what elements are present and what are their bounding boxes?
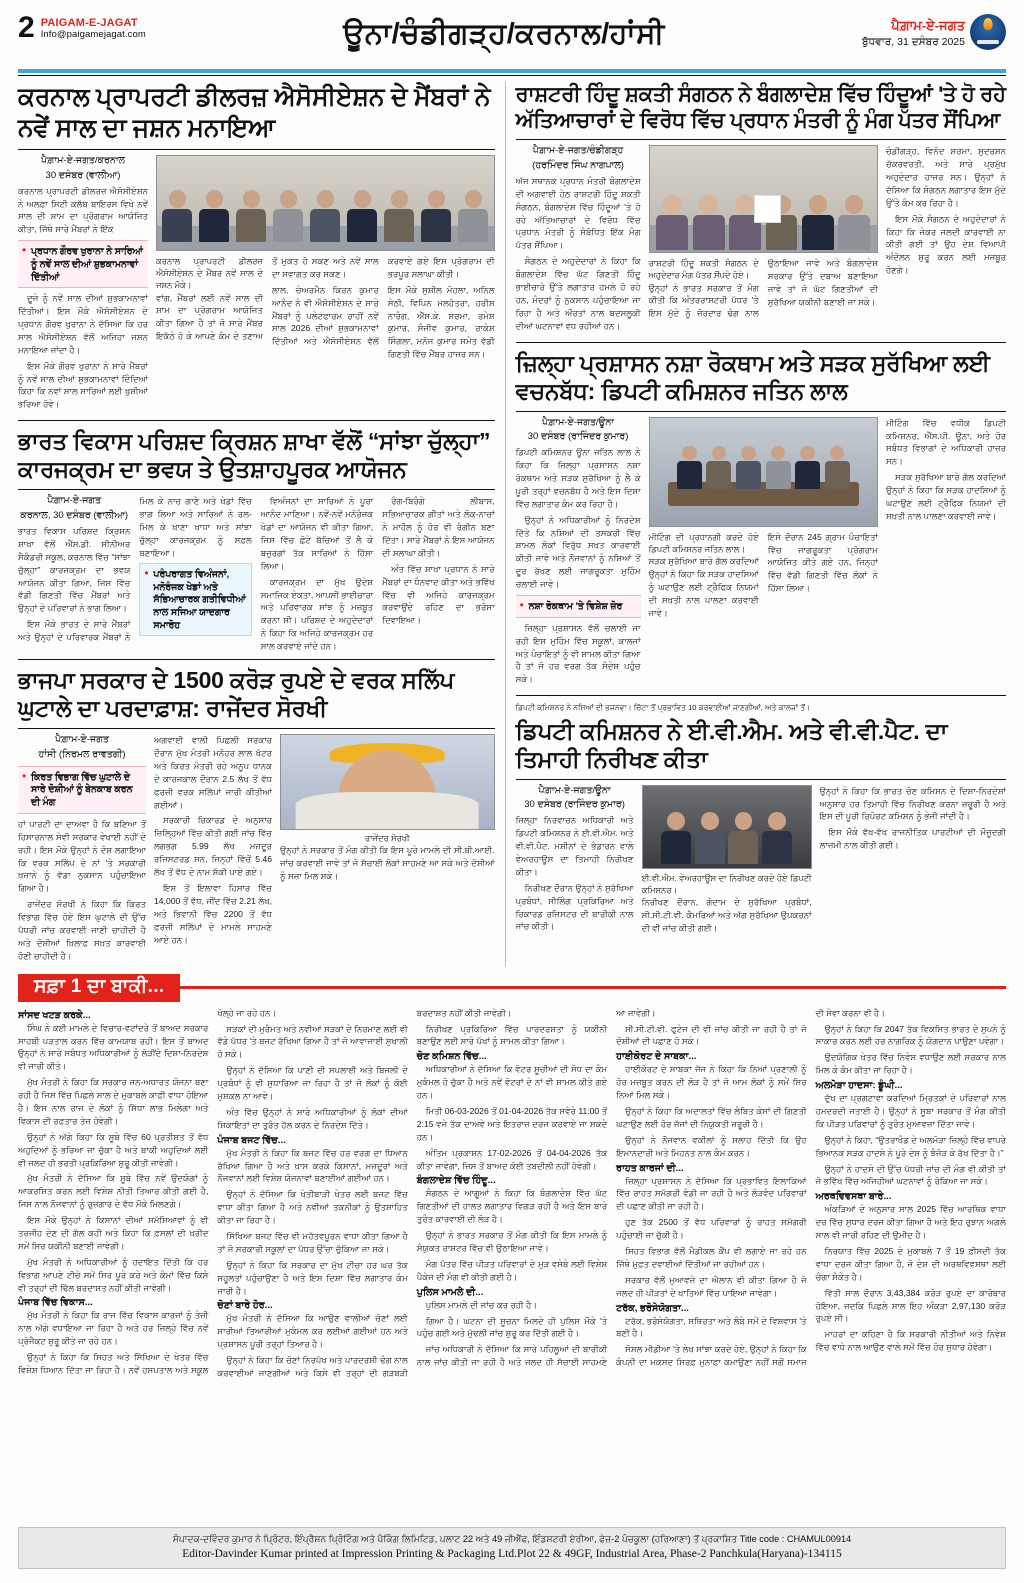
article-karnal-property xyxy=(18,82,495,414)
photo-caption: ਈ.ਵੀ.ਐਮ. ਵੇਅਰਹਾਊਸ ਦਾ ਨਿਰੀਖਣ ਕਰਦੇ ਹੋਏ ਡਿਪਟੀ ਕਮਿਸ਼ਨਰ। xyxy=(641,872,812,895)
headline-rule xyxy=(18,728,495,729)
article-photo xyxy=(642,785,812,869)
headline[interactable]: ਡਿਪਟੀ ਕਮਿਸ਼ਨਰ ਨੇ ਈ.ਵੀ.ਐਮ. ਅਤੇ ਵੀ.ਵੀ.ਪੈਟ. ਦਾ ਤਿਮਾਹੀ ਨਿਰੀਖਣ ਕੀਤਾ xyxy=(515,717,948,772)
paragraph: ਜ਼ਿਲ੍ਹਾ ਨਿਰਵਾਚਨ ਅਧਿਕਾਰੀ ਅਤੇ ਡਿਪਟੀ ਕਮਿਸ਼ਨਰ ਨੇ ਈ.ਵੀ.ਐਮ. ਅਤੇ ਵੀ.ਵੀ.ਪੈਟ. ਮਸ਼ੀਨਾਂ ਦੇ ਭੰਡਾਰਨ ਵਾਲੇ ਵੇਅਰਹਾਊਸ ਦਾ ਤਿਮਾਹੀ ਨਿਰੀਖਣ ਕੀਤਾ। xyxy=(515,815,634,877)
headline-rule xyxy=(516,779,1006,780)
paragraph: ਉਨ੍ਹਾਂ ਨੇ ਨੌਜਵਾਨ ਵਕੀਲਾਂ ਨੂੰ ਸਲਾਹ ਦਿੱਤੀ ਕਿ ਉਹ ਇਮਾਨਦਾਰੀ ਅਤੇ ਮਿਹਨਤ ਨਾਲ ਕੰਮ ਕਰਨ। xyxy=(616,1134,807,1158)
masthead-right xyxy=(862,14,1006,50)
byline-line1: ਪੈਗ਼ਾਮ-ਏ-ਜਗਤ/ਚੰਡੀਗੜ੍ਹ xyxy=(532,145,624,157)
paragraph: ਉਨ੍ਹਾਂ ਨੇ ਕਿਹਾ ਕਿ ਅਦਾਲਤਾਂ ਵਿੱਚ ਲੰਬਿਤ ਕੇਸਾਂ ਦੀ ਗਿਣਤੀ ਘਟਾਉਣ ਲਈ ਹੋਰ ਜੱਜਾਂ ਦੀ ਨਿਯੁਕਤੀ ਜ਼ਰੂਰੀ ਹੈ। xyxy=(616,1105,807,1129)
paragraph: ਉਨ੍ਹਾਂ ਨੇ ਭਾਰਤ ਸਰਕਾਰ ਤੋਂ ਮੰਗ ਕੀਤੀ ਕਿ ਅੰਤਰਰਾਸ਼ਟਰੀ ਪੱਧਰ 'ਤੇ ਇਸ ਮੁੱਦੇ ਨੂੰ ਜ਼ੋਰਦਾਰ ਢੰਗ ਨਾਲ ਉਠਾਇਆ ਜਾਵੇ ਅਤੇ ਬੰਗਲਾਦੇਸ਼ ਸਰਕਾਰ ਉੱਤੇ ਦਬਾਅ ਬਣਾਇਆ ਜਾਵੇ ਤਾਂ ਜੋ ਘੱਟ ਗਿਣਤੀਆਂ ਦੀ ਸੁਰੱਖਿਆ ਯਕੀਨੀ ਬਣਾਈ ਜਾ ਸਕੇ। xyxy=(648,258,878,319)
paragraph: ਰਾਜੇਂਦਰ ਸੋਰਖੀ ਨੇ ਕਿਹਾ ਕਿ ਕਿਰਤ ਵਿਭਾਗ ਵਿੱਚ ਹੋਏ ਇਸ ਘੁਟਾਲੇ ਦੀ ਉੱਚ ਪੱਧਰੀ ਜਾਂਚ ਕਰਵਾਈ ਜਾਣੀ ਚਾਹੀਦੀ ਹੈ ਅਤੇ ਦੋਸ਼ੀਆਂ ਖ਼ਿਲਾਫ਼ ਸਖ਼ਤ ਕਾਰਵਾਈ ਹੋਣੀ ਚਾਹੀਦੀ ਹੈ। xyxy=(18,899,146,961)
paragraph: ਸਰਕਾਰੀ ਰਿਕਾਰਡ ਦੇ ਅਨੁਸਾਰ ਜ਼ਿਲ੍ਹਿਆਂ ਵਿੱਚ ਕੀਤੀ ਗਈ ਜਾਂਚ ਵਿੱਚ ਲਗਭਗ 5.99 ਲੱਖ ਮਜ਼ਦੂਰ ਰਜਿਸਟਰਡ ਸਨ, ਜਿਨ੍ਹਾਂ ਵਿੱਚੋਂ 5.46 ਲੱਖ ਤੋਂ ਵੱਧ ਦੇ ਨਾਮ ਸ਼ੱਕੀ ਪਾਏ ਗਏ। xyxy=(154,815,272,878)
paragraph: ਉਨ੍ਹਾਂ ਨੇ ਕਿਹਾ, “ਉਤਰਾਖੰਡ ਦੇ ਅਲਮੋੜਾ ਜ਼ਿਲ੍ਹੇ ਵਿੱਚ ਵਾਪਰੇ ਭਿਆਨਕ ਸੜਕ ਹਾਦਸੇ ਨੇ ਪੂਰੇ ਦੇਸ਼ ਨੂੰ ਝੰਜੋੜ ਕੇ ਰੱਖ ਦਿੱਤਾ ਹੈ।” xyxy=(815,1134,1006,1158)
byline-line1: ਪੈਗ਼ਾਮ-ਏ-ਜਗਤ xyxy=(55,734,109,746)
jump-head[interactable]: ਚੋਣ ਕਮਿਸ਼ਨ ਵਿੱਚ... xyxy=(416,1051,487,1063)
paragraph: ਅੰਕੜਿਆਂ ਦੇ ਅਨੁਸਾਰ ਸਾਲ 2025 ਵਿੱਚ ਆਰਥਿਕ ਵਾਧਾ ਦਰ ਵਿੱਚ ਸੁਧਾਰ ਦਰਜ ਕੀਤਾ ਗਿਆ ਹੈ ਅਤੇ ਇਹ ਰੁਝਾਨ ਅਗਲੇ ਸਾਲ ਵੀ ਜਾਰੀ ਰਹਿਣ ਦੀ ਉਮੀਦ ਹੈ। xyxy=(815,1204,1006,1241)
paragraph: ਮੀਟਿੰਗ ਵਿੱਚ ਵਧੀਕ ਡਿਪਟੀ ਕਮਿਸ਼ਨਰ, ਐੱਸ.ਪੀ. ਊਨਾ, ਅਤੇ ਹੋਰ ਸਬੰਧਤ ਵਿਭਾਗਾਂ ਦੇ ਅਧਿਕਾਰੀ ਹਾਜ਼ਰ ਸਨ। xyxy=(885,417,1006,467)
byline-line2: 30 ਦਸੰਬਰ (ਰਾਜਿੰਦਰ ਕੁਮਾਰ) xyxy=(524,799,625,811)
paragraph: ਸੋਸ਼ਲ ਮੀਡੀਆ 'ਤੇ ਲੇਖ ਸਾਂਝਾ ਕਰਦੇ ਹੋਏ, ਉਨ੍ਹਾਂ ਨੇ ਕਿਹਾ ਕਿ ਕੰਪਨੀ ਦਾ ਮਕਸਦ ਸਿਰਫ਼ ਮੁਨਾਫ਼ਾ ਕਮਾਉਣਾ ਨਹੀਂ ਸਗੋਂ ਸਮਾਜ ਦੀ ਸੇਵਾ ਕਰਨਾ ਵੀ ਹੈ। xyxy=(616,1007,886,1368)
paragraph: ਨਿਰਯਾਤ ਵਿੱਚ 2025 ਦੇ ਮੁਕਾਬਲੇ 7 ਤੋਂ 19 ਫ਼ੀਸਦੀ ਤੱਕ ਵਾਧਾ ਦਰਜ ਕੀਤਾ ਗਿਆ ਹੈ, ਜੋ ਦੇਸ਼ ਦੀ ਅਰਥਵਿਵਸਥਾ ਲਈ ਚੰਗਾ ਸੰਕੇਤ ਹੈ। xyxy=(815,1245,1006,1282)
byline-line2: (ਹਰਮਿੰਦਰ ਸਿੰਘ ਨਾਗਪਾਲ) xyxy=(532,160,624,172)
paragraph: ਇਸ ਮੌਕੇ ਸੁਸ਼ੀਲ ਮੋਹਲਾ, ਅਨਿਲ ਸੇਠੀ, ਵਿਪਿਨ ਮਲਹੋਤਰਾ, ਹਰੀਸ਼ ਨਾਰੰਗ, ਐੱਸ.ਕੇ. ਸ਼ਰਮਾ, ਰਮੇਸ਼ ਕੁਮਾਰ, ਸੰਜੀਵ ਕੁਮਾਰ, ਰਾਕੇਸ਼ ਸਿੰਗਲਾ, ਮਨੋਜ ਕੁਮਾਰ ਸਮੇਤ ਵੱਡੀ ਗਿਣਤੀ ਵਿੱਚ ਮੈਂਬਰ ਹਾਜ਼ਰ ਸਨ। xyxy=(387,284,495,360)
jump-banner-rule xyxy=(180,986,1006,989)
jump-head[interactable]: ਰਾਹਤ ਕਾਰਜਾਂ ਦੀ... xyxy=(616,1162,684,1174)
headline[interactable]: ਭਾਜਪਾ ਸਰਕਾਰ ਦੇ 1500 ਕਰੋੜ ਰੁਪਏ ਦੇ ਵਰਕ ਸਲਿੱਪ ਘੁਟਾਲੇ ਦਾ ਪਰਦਾਫ਼ਾਸ਼: ਰਾਜੇਂਦਰ ਸੋਰਖੀ xyxy=(18,667,455,722)
jump-head[interactable]: ਬੰਗਲਾਦੇਸ਼ ਵਿੱਚ ਹਿੰਦੂ... xyxy=(416,1175,496,1187)
paragraph: ਸੜਕ ਸੁਰੱਖਿਆ ਬਾਰੇ ਗੱਲ ਕਰਦਿਆਂ ਉਨ੍ਹਾਂ ਨੇ ਕਿਹਾ ਕਿ ਸੜਕ ਹਾਦਸਿਆਂ ਨੂੰ ਘਟਾਉਣ ਲਈ ਟ੍ਰੈਫਿਕ ਨਿਯਮਾਂ ਦੀ ਸਖ਼ਤੀ ਨਾਲ ਪਾਲਣਾ ਕਰਵਾਈ ਜਾਵੇ। xyxy=(885,472,1006,521)
headline-rule xyxy=(18,489,495,490)
paragraph: ਸਿੰਘ ਨੇ ਕਈ ਮਾਮਲੇ ਦੇ ਵਿਚਾਰ-ਵਟਾਂਦਰੇ ਤੋਂ ਬਾਅਦ ਸਰਕਾਰ ਸਾਹਬੀ ਪੜਤਾਲ ਕਰਨ ਵਿੱਚ ਕਾਮਯਾਬ ਰਹੀ। ਇਸ ਤੋਂ ਬਾਅਦ ਉਨ੍ਹਾਂ ਨੇ ਸਾਰੇ ਸਬੰਧਤ ਅਧਿਕਾਰੀਆਂ ਨੂੰ ਲੋੜੀਂਦੇ ਦਿਸ਼ਾ-ਨਿਰਦੇਸ਼ ਵੀ ਜਾਰੀ ਕੀਤੇ। xyxy=(18,1022,209,1072)
page-title: ਊਨਾ/ਚੰਡੀਗੜ੍ਹ/ਕਰਨਾਲ/ਹਾਂਸੀ xyxy=(343,18,665,50)
paragraph: ਨਿਰੀਖਣ ਪ੍ਰਕਿਰਿਆ ਵਿੱਚ ਪਾਰਦਰਸ਼ਤਾ ਨੂੰ ਯਕੀਨੀ ਬਣਾਉਣ ਲਈ ਸਾਰੇ ਪੱਖਾਂ ਨੂੰ ਸ਼ਾਮਲ ਕੀਤਾ ਗਿਆ। xyxy=(416,1023,608,1047)
paragraph: ਉਨ੍ਹਾਂ ਨੇ ਕਿਹਾ ਕਿ 2047 ਤੱਕ ਵਿਕਸਿਤ ਭਾਰਤ ਦੇ ਸੁਪਨੇ ਨੂੰ ਸਾਕਾਰ ਕਰਨ ਲਈ ਹਰ ਨਾਗਰਿਕ ਨੂੰ ਯੋਗਦਾਨ ਪਾਉਣਾ ਪਵੇਗਾ। xyxy=(815,1023,1006,1047)
paragraph: ਮੁੱਖ ਮੰਤਰੀ ਨੇ ਕਿਹਾ ਕਿ ਸਰਕਾਰ ਜਨ-ਅਧਾਰਤ ਯੋਜਨਾ ਬਣਾ ਰਹੀ ਹੈ ਜਿਸ ਵਿੱਚ ਪਿਛਲੇ ਸਾਲ ਦੇ ਮੁਕਾਬਲੇ ਕਾਫ਼ੀ ਵਾਧਾ ਹੋਇਆ ਹੈ। ਇਸ ਨਾਲ ਰਾਜ ਦੇ ਲੋਕਾਂ ਨੂੰ ਸਿੱਧਾ ਲਾਭ ਮਿਲੇਗਾ ਅਤੇ ਵਿਕਾਸ ਦੀ ਰਫ਼ਤਾਰ ਤੇਜ਼ ਹੋਵੇਗੀ। xyxy=(18,1077,209,1126)
paragraph: ਰੰਗ-ਬਿਰੰਗੇ ਲੀਬਾਸ, ਸਭਿਆਚਾਰਕ ਗੀਤਾਂ ਅਤੇ ਲੋਕ-ਨਾਚਾਂ ਨੇ ਮਾਹੌਲ ਨੂੰ ਹੋਰ ਵੀ ਰੰਗੀਨ ਬਣਾ ਦਿੱਤਾ। ਸਾਰੇ ਮੈਂਬਰਾਂ ਨੇ ਇਸ ਆਯੋਜਨ ਦੀ ਸ਼ਲਾਘਾ ਕੀਤੀ। xyxy=(382,496,495,558)
headline[interactable]: ਰਾਸ਼ਟਰੀ ਹਿੰਦੂ ਸ਼ਕਤੀ ਸੰਗਠਨ ਨੇ ਬੰਗਲਾਦੇਸ਼ ਵਿੱਚ ਹਿੰਦੂਆਂ 'ਤੇ ਹੋ ਰਹੇ ਅੱਤਿਆਚਾਰਾਂ ਦੇ ਵਿਰੋਧ ਵਿੱਚ ਪ੍ਰਧਾਨ ਮੰਤਰੀ ਨੂੰ ਮੰਗ ਪੱਤਰ ਸੌਂਪਿਆ xyxy=(515,83,1006,132)
jump-head[interactable]: ਅਲਮੋੜਾ ਹਾਦਸਾ: ਡੂੰਘੀ... xyxy=(815,1080,903,1092)
paragraph: ਜਾਂਚ ਅਧਿਕਾਰੀ ਨੇ ਦੱਸਿਆ ਕਿ ਸਾਰੇ ਪਹਿਲੂਆਂ ਦੀ ਬਾਰੀਕੀ ਨਾਲ ਜਾਂਚ ਕੀਤੀ ਜਾ ਰਹੀ ਹੈ ਅਤੇ ਜਲਦ ਹੀ ਸੱਚਾਈ ਸਾਹਮਣੇ ਆ ਜਾਵੇਗੀ। xyxy=(416,1007,656,1368)
paragraph: ਮਿਤੀ 06-03-2026 ਤੋਂ 01-04-2026 ਤੱਕ ਸਵੇਰੇ 11:00 ਤੋਂ 2:15 ਵਜੇ ਤੱਕ ਦਾਅਵੇ ਅਤੇ ਇਤਰਾਜ਼ ਦਰਜ ਕਰਵਾਏ ਜਾ ਸਕਦੇ ਹਨ। xyxy=(416,1105,608,1142)
paragraph: ਪੁਲਿਸ ਮਾਮਲੇ ਦੀ ਜਾਂਚ ਕਰ ਰਹੀ ਹੈ। xyxy=(425,1299,538,1310)
section-divider xyxy=(18,659,495,660)
jump-banner-label[interactable]: ਸਫ਼ਾ 1 ਦਾ ਬਾਕੀ... xyxy=(18,974,180,1002)
paragraph: ਅੰਤ ਵਿੱਚ ਉਨ੍ਹਾਂ ਨੇ ਸਾਰੇ ਅਧਿਕਾਰੀਆਂ ਨੂੰ ਲੋਕਾਂ ਦੀਆਂ ਸ਼ਿਕਾਇਤਾਂ ਦਾ ਤੁਰੰਤ ਹੱਲ ਕਰਨ ਦੇ ਨਿਰਦੇਸ਼ ਦਿੱਤੇ। xyxy=(217,1106,408,1130)
highlight-bullet xyxy=(18,766,146,814)
masthead-rule-thin xyxy=(18,75,1006,76)
article-photo xyxy=(649,145,878,253)
paragraph: ਇਸੇ ਦੌਰਾਨ 245 ਗ੍ਰਾਮ ਪੰਚਾਇਤਾਂ ਵਿੱਚ ਜਾਗਰੂਕਤਾ ਪ੍ਰੋਗਰਾਮ ਆਯੋਜਿਤ ਕੀਤੇ ਗਏ ਹਨ, ਜਿਨ੍ਹਾਂ ਵਿੱਚ ਵੱਡੀ ਗਿਣਤੀ ਵਿੱਚ ਲੋਕਾਂ ਨੇ ਹਿੱਸਾ ਲਿਆ। xyxy=(767,531,878,594)
paragraph: ਕਾਰਜਕ੍ਰਮ ਦਾ ਮੁੱਖ ਉਦੇਸ਼ ਸਮਾਜਿਕ ਏਕਤਾ, ਆਪਸੀ ਭਾਈਚਾਰਾ ਅਤੇ ਪਰਿਵਾਰਕ ਸਾਂਝ ਨੂੰ ਮਜ਼ਬੂਤ ਕਰਨਾ ਸੀ। ਪਰਿਸ਼ਦ ਦੇ ਅਹੁਦੇਦਾਰਾਂ ਨੇ ਕਿਹਾ ਕਿ ਅਜਿਹੇ ਕਾਰਜਕ੍ਰਮ ਹਰ ਸਾਲ ਕਰਵਾਏ ਜਾਂਦੇ ਹਨ। xyxy=(260,576,374,652)
paragraph: ਉਨ੍ਹਾਂ ਨੇ ਸਰਕਾਰ ਤੋਂ ਮੰਗ ਕੀਤੀ ਕਿ ਇਸ ਪੂਰੇ ਮਾਮਲੇ ਦੀ ਸੀ.ਬੀ.ਆਈ. ਜਾਂਚ ਕਰਵਾਈ ਜਾਵੇ ਤਾਂ ਜੋ ਸੱਚਾਈ ਲੋਕਾਂ ਸਾਹਮਣੇ ਆ ਸਕੇ ਅਤੇ ਦੋਸ਼ੀਆਂ ਨੂੰ ਸਜ਼ਾ ਮਿਲ ਸਕੇ। xyxy=(280,845,495,882)
paragraph: ਉਨ੍ਹਾਂ ਨੇ ਦੱਸਿਆ ਕਿ ਪਾਣੀ ਦੀ ਸਪਲਾਈ ਅਤੇ ਬਿਜਲੀ ਦੇ ਪ੍ਰਬੰਧਾਂ ਨੂੰ ਵੀ ਸੁਧਾਰਿਆ ਜਾ ਰਿਹਾ ਹੈ ਤਾਂ ਜੋ ਲੋਕਾਂ ਨੂੰ ਕੋਈ ਮੁਸ਼ਕਲ ਨਾ ਆਵੇ। xyxy=(217,1065,408,1101)
paragraph: ਮੁੱਖ ਮੰਤਰੀ ਨੇ ਅਧਿਕਾਰੀਆਂ ਨੂੰ ਹਦਾਇਤ ਦਿੱਤੀ ਕਿ ਹਰ ਵਿਭਾਗ ਆਪਣੇ ਟੀਚੇ ਸਮੇਂ ਸਿਰ ਪੂਰੇ ਕਰੇ ਅਤੇ ਕੰਮਾਂ ਵਿੱਚ ਕਿਸੇ ਵੀ ਤਰ੍ਹਾਂ ਦੀ ਢਿੱਲ ਬਰਦਾਸ਼ਤ ਨਹੀਂ ਕੀਤੀ ਜਾਵੇਗੀ। xyxy=(18,1256,209,1293)
photo-caption: ਮੀਟਿੰਗ ਦੀ ਪ੍ਰਧਾਨਗੀ ਕਰਦੇ ਹੋਏ ਡਿਪਟੀ ਕਮਿਸ਼ਨਰ ਜਤਿਨ ਲਾਲ। xyxy=(648,531,759,554)
paragraph: ਉਨ੍ਹਾਂ ਨੇ ਹਾਦਸੇ ਦੀ ਉੱਚ ਪੱਧਰੀ ਜਾਂਚ ਦੀ ਮੰਗ ਵੀ ਕੀਤੀ ਤਾਂ ਜੋ ਭਵਿੱਖ ਵਿੱਚ ਅਜਿਹੀਆਂ ਘਟਨਾਵਾਂ ਨੂੰ ਰੋਕਿਆ ਜਾ ਸਕੇ। xyxy=(815,1163,1006,1187)
paragraph: ਮੁੱਖ ਮੰਤਰੀ ਨੇ ਦੱਸਿਆ ਕਿ ਆਉਣ ਵਾਲੀਆਂ ਚੋਣਾਂ ਲਈ ਸਾਰੀਆਂ ਤਿਆਰੀਆਂ ਮੁਕੰਮਲ ਕਰ ਲਈਆਂ ਗਈਆਂ ਹਨ ਅਤੇ ਪ੍ਰਸ਼ਾਸਨ ਪੂਰੀ ਤਰ੍ਹਾਂ ਤਿਆਰ ਹੈ। xyxy=(217,1313,408,1350)
paragraph: ਇਸ ਤੋਂ ਇਲਾਵਾ ਹਿਸਾਰ ਵਿੱਚ 14,000 ਤੋਂ ਵੱਧ, ਜੀਂਦ ਵਿੱਚ 2.21 ਲੱਖ, ਅਤੇ ਭਿਵਾਨੀ ਵਿੱਚ 2200 ਤੋਂ ਵੱਧ ਫਰਜ਼ੀ ਸਲਿੱਪਾਂ ਦੇ ਮਾਮਲੇ ਸਾਹਮਣੇ ਆਏ ਹਨ। xyxy=(154,882,272,945)
paragraph: ਉਨ੍ਹਾਂ ਨੇ ਕਿਹਾ ਕਿ ਚੋਣਾਂ ਨਿਰਪੱਖ ਅਤੇ ਪਾਰਦਰਸ਼ੀ ਢੰਗ ਨਾਲ ਕਰਵਾਈਆਂ ਜਾਣਗੀਆਂ ਅਤੇ ਕਿਸੇ ਵੀ ਤਰ੍ਹਾਂ ਦੀ ਗੜਬੜੀ ਬਰਦਾਸ਼ਤ ਨਹੀਂ ਕੀਤੀ ਜਾਵੇਗੀ। xyxy=(217,1007,512,1378)
paragraph: ਜ਼ਿਲ੍ਹਾ ਪ੍ਰਸ਼ਾਸਨ ਵੱਲੋਂ ਚਲਾਈ ਜਾ ਰਹੀ ਇਸ ਮੁਹਿੰਮ ਵਿੱਚ ਸਕੂਲਾਂ, ਕਾਲਜਾਂ ਅਤੇ ਪੰਚਾਇਤਾਂ ਨੂੰ ਵੀ ਸ਼ਾਮਲ ਕੀਤਾ ਗਿਆ ਹੈ ਤਾਂ ਜੋ ਹਰ ਵਰਗ ਤੱਕ ਸੰਦੇਸ਼ ਪਹੁੰਚ ਸਕੇ। xyxy=(515,622,641,685)
jump-head[interactable]: ਚੋਣਾਂ ਬਾਰੇ ਹੋਰ... xyxy=(217,1300,273,1312)
paragraph: ਉਨ੍ਹਾਂ ਨੇ ਅੱਗੇ ਕਿਹਾ ਕਿ ਸੂਬੇ ਵਿੱਚ 60 ਪ੍ਰਤੀਸ਼ਤ ਤੋਂ ਵੱਧ ਅਹੁਦਿਆਂ ਨੂੰ ਭਰਿਆ ਜਾ ਚੁੱਕਾ ਹੈ ਅਤੇ ਬਾਕੀ ਅਹੁਦਿਆਂ ਲਈ ਵੀ ਜਲਦ ਹੀ ਭਰਤੀ ਪ੍ਰਕਿਰਿਆ ਸ਼ੁਰੂ ਕੀਤੀ ਜਾਵੇਗੀ। xyxy=(18,1131,209,1168)
paragraph: ਅੰਤਿਮ ਪ੍ਰਕਾਸ਼ਨ 17-02-2026 ਤੋਂ 04-04-2026 ਤੱਕ ਕੀਤਾ ਜਾਵੇਗਾ, ਜਿਸ ਤੋਂ ਬਾਅਦ ਕੋਈ ਤਬਦੀਲੀ ਨਹੀਂ ਹੋਵੇਗੀ। xyxy=(416,1147,608,1171)
bullet-text: • ਕਿਰਤ ਵਿਭਾਗ ਵਿੱਚ ਘੁਟਾਲੇ ਦੇ ਸਾਰੇ ਦੋਸ਼ੀਆਂ ਨੂੰ ਬੇਨਕਾਬ ਕਰਨ ਦੀ ਮੰਗ xyxy=(31,770,133,808)
highlight-side-box xyxy=(139,563,251,636)
footer-imprint-pa: ਸੰਪਾਦਕ-ਦਵਿੰਦਰ ਕੁਮਾਰ ਨੇ ਪ੍ਰਿੰਟਰ, ਇੰਪ੍ਰੈਸ਼ਨ ਪ੍ਰਿੰਟਿੰਗ ਅਤੇ ਪੈਕਿੰਗ ਲਿਮਿਟਿਡ, ਪਲਾਟ 22 ਅਤੇ 49 ਜੀਐੱਫ, ਇੰਡਸਟਰੀ ਏਰੀਆ, ਫੇਜ਼-2 ਪੰਚਕੂਲਾ (ਹਰਿਆਣਾ) ਤੋਂ ਪ੍ਰਕਾਸ਼ਿਤ Title code : CHAMUL00914 xyxy=(172,1533,852,1544)
paragraph: ਅੱਜ ਸਥਾਨਕ ਪ੍ਰਧਾਨ ਮੰਤਰੀ ਬੰਗਲਾਦੇਸ਼ ਦੀ ਅਗਵਾਈ ਹੇਠ ਰਾਸ਼ਟਰੀ ਹਿੰਦੂ ਸ਼ਕਤੀ ਸੰਗਠਨ, ਬੰਗਲਾਦੇਸ਼ ਵਿੱਚ ਹਿੰਦੂਆਂ 'ਤੇ ਹੋ ਰਹੇ ਅੱਤਿਆਚਾਰਾਂ ਦੇ ਵਿਰੋਧ ਵਿੱਚ ਪ੍ਰਧਾਨ ਮੰਤਰੀ ਨੂੰ ਸੰਬੋਧਿਤ ਇੱਕ ਮੰਗ ਪੱਤਰ ਸੌਂਪਿਆ। xyxy=(515,175,641,251)
photo-caption: ਰਾਸ਼ਟਰੀ ਹਿੰਦੂ ਸ਼ਕਤੀ ਸੰਗਠਨ ਦੇ ਅਹੁਦੇਦਾਰ ਮੰਗ ਪੱਤਰ ਸੌਂਪਦੇ ਹੋਏ। xyxy=(648,258,759,281)
paragraph: ਅਧਿਕਾਰੀਆਂ ਨੇ ਦੱਸਿਆ ਕਿ ਵੋਟਰ ਸੂਚੀਆਂ ਦੀ ਸੋਧ ਦਾ ਕੰਮ ਮੁਕੰਮਲ ਹੋ ਚੁੱਕਾ ਹੈ ਅਤੇ ਨਵੇਂ ਵੋਟਰਾਂ ਦੇ ਨਾਂ ਵੀ ਸ਼ਾਮਲ ਕੀਤੇ ਗਏ ਹਨ। xyxy=(416,1064,608,1101)
paragraph: ਹਾਂ ਪਾਰਟੀ ਦਾ ਦਾਅਵਾ ਹੈ ਕਿ ਬਣਿਆ ਤੋਂ ਹਿਸਾਰਨਾਲ ਸੇਵੀ ਸਰਕਾਰ ਵੇਖਾਈ ਨਹੀਂ ਦੇ ਰਹੀ। ਇਸ ਮੌਕੇ ਉਨ੍ਹਾਂ ਨੇ ਦੋਸ਼ ਲਗਾਇਆ ਕਿ ਵਰਕ ਸਲਿੱਪ ਦੇ ਨਾਂ 'ਤੇ ਸਰਕਾਰੀ ਖ਼ਜ਼ਾਨੇ ਨੂੰ ਵੱਡਾ ਨੁਕਸਾਨ ਪਹੁੰਚਾਇਆ ਗਿਆ ਹੈ। xyxy=(18,818,146,894)
paragraph: ਇਸ ਮੌਕੇ ਭਾਰਤ ਦੇ ਸਾਰੇ ਮੈਂਬਰਾਂ ਅਤੇ ਉਨ੍ਹਾਂ ਦੇ ਪਰਿਵਾਰਕ ਮੈਂਬਰਾਂ ਨੇ ਮਿਲ ਕੇ ਨਾਚ ਗਾਣੇ ਅਤੇ ਖੇਡਾਂ ਵਿੱਚ ਭਾਗ ਲਿਆ ਅਤੇ ਸਾਰਿਆਂ ਨੇ ਰਲ-ਮਿਲ ਕੇ ਖਾਣਾ ਖਾਧਾ ਅਤੇ ਸਾਂਝਾ ਚੁੱਲ੍ਹਾ ਕਾਰਜਕ੍ਰਮ ਨੂੰ ਸਫ਼ਲ ਬਣਾਇਆ। xyxy=(18,496,252,643)
paragraph: ਜ਼ਿਲ੍ਹਾ ਪ੍ਰਸ਼ਾਸਨ ਨੇ ਦੱਸਿਆ ਕਿ ਪ੍ਰਭਾਵਿਤ ਇਲਾਕਿਆਂ ਵਿੱਚ ਰਾਹਤ ਸਮੱਗਰੀ ਵੰਡੀ ਜਾ ਰਹੀ ਹੈ ਅਤੇ ਲੋੜਵੰਦ ਪਰਿਵਾਰਾਂ ਦੀ ਪਛਾਣ ਕੀਤੀ ਜਾ ਰਹੀ ਹੈ। xyxy=(616,1175,807,1212)
section-divider xyxy=(516,342,1006,343)
torch-logo-icon xyxy=(970,14,1006,50)
paragraph: ਨਿਰੀਖਣ ਦੌਰਾਨ ਉਨ੍ਹਾਂ ਨੇ ਸੁਰੱਖਿਆ ਪ੍ਰਬੰਧਾਂ, ਸੀਲਿੰਗ ਪ੍ਰਕਿਰਿਆ ਅਤੇ ਰਿਕਾਰਡ ਰਜਿਸਟਰ ਦੀ ਬਾਰੀਕੀ ਨਾਲ ਜਾਂਚ ਕੀਤੀ। xyxy=(515,882,634,932)
paragraph: ਚੰਡੀਗੜ੍ਹ, ਵਿਨੋਦ ਸ਼ਰਮਾ, ਸੁਦਰਸ਼ਨ ਚੱਕਰਵਰਤੀ, ਅਤੇ ਸਾਰੇ ਪ੍ਰਮੁੱਖ ਅਹੁਦੇਦਾਰ ਹਾਜ਼ਰ ਸਨ। ਉਨ੍ਹਾਂ ਨੇ ਦੱਸਿਆ ਕਿ ਸੰਗਠਨ ਲਗਾਤਾਰ ਇਸ ਮੁੱਦੇ ਉੱਤੇ ਕੰਮ ਕਰ ਰਿਹਾ ਹੈ। xyxy=(885,146,1006,208)
paragraph: ਵਿਅੰਜਨਾਂ ਦਾ ਸਾਰਿਆਂ ਨੇ ਪੂਰਾ ਆਨੰਦ ਮਾਣਿਆ। ਨਵੇਂ-ਨਵੇਂ ਮਨੋਰੰਜਕ ਖੇਡਾਂ ਦਾ ਆਯੋਜਨ ਵੀ ਕੀਤਾ ਗਿਆ, ਜਿਸ ਵਿੱਚ ਛੋਟੇ ਬੱਚਿਆਂ ਤੋਂ ਲੈ ਕੇ ਬਜ਼ੁਰਗਾਂ ਤੱਕ ਸਾਰਿਆਂ ਨੇ ਹਿੱਸਾ ਲਿਆ। xyxy=(260,496,374,571)
brand-name-pa: ਪੈਗ਼ਾਮ-ਏ-ਜਗਤ xyxy=(891,18,965,33)
byline-line2: 30 ਦਸੰਬਰ (ਰਾਜਿੰਦਰ ਕੁਮਾਰ) xyxy=(527,431,629,443)
jump-head[interactable]: ਪੰਜਾਬ ਵਿੱਚ ਵਿਕਾਸ... xyxy=(18,1297,93,1309)
paragraph: ਹੁਣ ਤੱਕ 2500 ਤੋਂ ਵੱਧ ਪਰਿਵਾਰਾਂ ਨੂੰ ਰਾਹਤ ਸਮੱਗਰੀ ਪਹੁੰਚਾਈ ਜਾ ਚੁੱਕੀ ਹੈ। xyxy=(616,1217,807,1241)
paragraph: ਸੜਕ ਸੁਰੱਖਿਆ ਬਾਰੇ ਗੱਲ ਕਰਦਿਆਂ ਉਨ੍ਹਾਂ ਨੇ ਕਿਹਾ ਕਿ ਸੜਕ ਹਾਦਸਿਆਂ ਨੂੰ ਘਟਾਉਣ ਲਈ ਟ੍ਰੈਫਿਕ ਨਿਯਮਾਂ ਦੀ ਸਖ਼ਤੀ ਨਾਲ ਪਾਲਣਾ ਕਰਵਾਈ ਜਾਵੇ। xyxy=(648,556,759,618)
paragraph: ਉਨ੍ਹਾਂ ਨੇ ਅਧਿਕਾਰੀਆਂ ਨੂੰ ਨਿਰਦੇਸ਼ ਦਿੱਤੇ ਕਿ ਨਸ਼ਿਆਂ ਦੀ ਤਸਕਰੀ ਵਿੱਚ ਸ਼ਾਮਲ ਲੋਕਾਂ ਵਿਰੁੱਧ ਸਖ਼ਤ ਕਾਰਵਾਈ ਕੀਤੀ ਜਾਵੇ ਅਤੇ ਨੌਜਵਾਨਾਂ ਨੂੰ ਨਸ਼ਿਆਂ ਤੋਂ ਦੂਰ ਰੱਖਣ ਲਈ ਜਾਗਰੂਕਤਾ ਮੁਹਿੰਮ ਚਲਾਈ ਜਾਵੇ। xyxy=(515,514,641,590)
article-photo xyxy=(649,417,878,527)
left-column xyxy=(18,82,495,966)
brand-name-en: PAIGAM-E-JAGAT xyxy=(40,17,138,29)
page-number: 2 xyxy=(18,11,35,44)
paragraph: ਮੁੱਖ ਮੰਤਰੀ ਨੇ ਕਿਹਾ ਕਿ ਰਾਜ ਵਿੱਚ ਵਿਕਾਸ ਕਾਰਜਾਂ ਨੂੰ ਤੇਜ਼ੀ ਨਾਲ ਅੱਗੇ ਵਧਾਇਆ ਜਾ ਰਿਹਾ ਹੈ ਅਤੇ ਹਰ ਜ਼ਿਲ੍ਹੇ ਵਿੱਚ ਨਵੇਂ ਪ੍ਰੋਜੈਕਟ ਸ਼ੁਰੂ ਕੀਤੇ ਜਾ ਰਹੇ ਹਨ। xyxy=(18,1310,209,1347)
paragraph: ਭਾਰਤ ਵਿਕਾਸ ਪਰਿਸ਼ਦ ਕ੍ਰਿਸ਼ਨ ਸ਼ਾਖਾ ਵੱਲੋਂ ਐੱਸ.ਡੀ. ਸੀਨੀਅਰ ਸੈਕੰਡਰੀ ਸਕੂਲ, ਕਰਨਾਲ ਵਿੱਚ “ਸਾਂਝਾ ਚੁੱਲ੍ਹਾ” ਕਾਰਜਕ੍ਰਮ ਦਾ ਭਵਯ ਆਯੋਜਨ ਕੀਤਾ ਗਿਆ, ਜਿਸ ਵਿੱਚ ਵੱਡੀ ਗਿਣਤੀ ਵਿੱਚ ਮੈਂਬਰਾਂ ਅਤੇ ਉਨ੍ਹਾਂ ਦੇ ਪਰਿਵਾਰਾਂ ਨੇ ਭਾਗ ਲਿਆ। xyxy=(18,525,131,614)
paragraph: ਸੀ.ਸੀ.ਟੀ.ਵੀ. ਫੁਟੇਜ ਦੀ ਵੀ ਜਾਂਚ ਕੀਤੀ ਜਾ ਰਹੀ ਹੈ ਤਾਂ ਜੋ ਦੋਸ਼ੀਆਂ ਦੀ ਪਛਾਣ ਹੋ ਸਕੇ। xyxy=(616,1023,807,1047)
headline-rule xyxy=(18,149,495,150)
right-column xyxy=(516,82,1006,966)
paragraph: ਡਿਪਟੀ ਕਮਿਸ਼ਨਰ ਊਨਾ ਜਤਿਨ ਲਾਲ ਨੇ ਕਿਹਾ ਕਿ ਜ਼ਿਲ੍ਹਾ ਪ੍ਰਸ਼ਾਸਨ ਨਸ਼ਾ ਰੋਕਥਾਮ ਅਤੇ ਸੜਕ ਸੁਰੱਖਿਆ ਨੂੰ ਲੈ ਕੇ ਪੂਰੀ ਤਰ੍ਹਾਂ ਵਚਨਬੱਧ ਹੈ ਅਤੇ ਇਸ ਦਿਸ਼ਾ ਵਿੱਚ ਲਗਾਤਾਰ ਕੰਮ ਕਰ ਰਿਹਾ ਹੈ। xyxy=(515,447,641,509)
paragraph: ਉਨ੍ਹਾਂ ਨੇ ਕਿਹਾ ਕਿ ਸਰਕਾਰ ਦਾ ਮੁੱਖ ਟੀਚਾ ਹਰ ਘਰ ਤੱਕ ਸਹੂਲਤਾਂ ਪਹੁੰਚਾਉਣਾ ਹੈ ਅਤੇ ਇਸ ਦਿਸ਼ਾ ਵਿੱਚ ਲਗਾਤਾਰ ਕੰਮ ਜਾਰੀ ਹੈ। xyxy=(217,1259,408,1296)
top-region xyxy=(18,82,1006,966)
date-line: ਬੁੱਧਵਾਰ, 31 ਦਸੰਬਰ 2025 xyxy=(862,36,965,48)
paragraph: ਨਿਰੀਖਣ ਦੌਰਾਨ, ਗੋਦਾਮ ਦੇ ਸੁਰੱਖਿਆ ਪ੍ਰਬੰਧਾਂ, ਸੀ.ਸੀ.ਟੀ.ਵੀ. ਕੈਮਰਿਆਂ ਅਤੇ ਅੱਗ ਸੁਰੱਖਿਆ ਉਪਕਰਨਾਂ ਦੀ ਵੀ ਜਾਂਚ ਕੀਤੀ ਗਈ। xyxy=(641,897,812,933)
paragraph: ਸਿੱਖਿਆ ਬਜਟ ਵਿੱਚ ਵੀ ਮਹੱਤਵਪੂਰਨ ਵਾਧਾ ਕੀਤਾ ਗਿਆ ਹੈ ਤਾਂ ਜੋ ਸਰਕਾਰੀ ਸਕੂਲਾਂ ਦਾ ਪੱਧਰ ਉੱਚਾ ਚੁੱਕਿਆ ਜਾ ਸਕੇ। xyxy=(217,1230,408,1254)
bullet-text: • ਪ੍ਰਧਾਨ ਗੌਰਵ ਖੁਰਾਨਾ ਨੇ ਸਾਰਿਆਂ ਨੂੰ ਨਵੇਂ ਸਾਲ ਦੀਆਂ ਸ਼ੁਭਕਾਮਨਾਵਾਂ ਦਿੱਤੀਆਂ xyxy=(31,245,143,282)
paragraph: ਮੁੱਖ ਮੰਤਰੀ ਨੇ ਕਿਹਾ ਕਿ ਬਜਟ ਵਿੱਚ ਹਰ ਵਰਗ ਦਾ ਧਿਆਨ ਰੱਖਿਆ ਗਿਆ ਹੈ ਅਤੇ ਖ਼ਾਸ ਕਰਕੇ ਕਿਸਾਨਾਂ, ਮਜ਼ਦੂਰਾਂ ਅਤੇ ਨੌਜਵਾਨਾਂ ਲਈ ਵਿਸ਼ੇਸ਼ ਯੋਜਨਾਵਾਂ ਬਣਾਈਆਂ ਗਈਆਂ ਹਨ। xyxy=(217,1147,408,1184)
paragraph: ਸੰਗਠਨ ਦੇ ਆਗੂਆਂ ਨੇ ਕਿਹਾ ਕਿ ਬੰਗਲਾਦੇਸ਼ ਵਿੱਚ ਘੱਟ ਗਿਣਤੀਆਂ ਦੀ ਹਾਲਤ ਲਗਾਤਾਰ ਵਿਗੜ ਰਹੀ ਹੈ ਅਤੇ ਇਸ ਬਾਰੇ ਤੁਰੰਤ ਕਾਰਵਾਈ ਦੀ ਲੋੜ ਹੈ। xyxy=(416,1188,608,1225)
page-footer xyxy=(18,1527,1006,1569)
inline-subhead-text: • ਨਸ਼ਾ ਰੋਕਥਾਮ 'ਤੇ ਵਿਸ਼ੇਸ਼ ਜ਼ੋਰ xyxy=(528,600,623,612)
inline-subhead xyxy=(516,595,641,618)
byline-line1: ਪੈਗ਼ਾਮ-ਏ-ਜਗਤ/ਊਨਾ xyxy=(542,416,615,428)
paragraph: ਸੰਗਠਨ ਦੇ ਅਹੁਦੇਦਾਰਾਂ ਨੇ ਕਿਹਾ ਕਿ ਬੰਗਲਾਦੇਸ਼ ਵਿੱਚ ਘੱਟ ਗਿਣਤੀ ਹਿੰਦੂ ਭਾਈਚਾਰੇ ਉੱਤੇ ਲਗਾਤਾਰ ਹਮਲੇ ਹੋ ਰਹੇ ਹਨ, ਮੰਦਰਾਂ ਨੂੰ ਨੁਕਸਾਨ ਪਹੁੰਚਾਇਆ ਜਾ ਰਿਹਾ ਹੈ ਅਤੇ ਔਰਤਾਂ ਨਾਲ ਬਦਸਲੂਕੀ ਦੀਆਂ ਘਟਨਾਵਾਂ ਵਧ ਰਹੀਆਂ ਹਨ। xyxy=(515,256,641,331)
masthead-right-text xyxy=(862,14,965,49)
article-hindu-shakti xyxy=(516,82,1006,336)
jump-head[interactable]: ਪੰਜਾਬ ਬਜਟ ਵਿੱਚ... xyxy=(217,1134,286,1146)
paragraph: ਸੜਕਾਂ ਦੀ ਮੁਰੰਮਤ ਅਤੇ ਨਵੀਆਂ ਸੜਕਾਂ ਦੇ ਨਿਰਮਾਣ ਲਈ ਵੀ ਵੱਡੇ ਪੱਧਰ 'ਤੇ ਬਜਟ ਰੱਖਿਆ ਗਿਆ ਹੈ ਤਾਂ ਜੋ ਆਵਾਜਾਈ ਸੁਖਾਲੀ ਹੋ ਸਕੇ। xyxy=(217,1023,408,1060)
paragraph: ਡਿਪਟੀ ਕਮਿਸ਼ਨਰ ਨੇ ਨਸ਼ਿਆਂ ਦੀ ਭਜਨਵਾ। ਚਿੱਟਾ ਤੋਂ ਪ੍ਰਭਾਵਿਤ 10 ਕਰਵਾਈਆਂ ਜਾਣਗੀਆਂ, ਅਤੇ ਕਾਲਜਾਂ ਤੋਂ। xyxy=(515,703,811,713)
paragraph: ਉਦਯੋਗਿਕ ਖੇਤਰ ਵਿੱਚ ਨਿਵੇਸ਼ ਵਧਾਉਣ ਲਈ ਸਰਕਾਰ ਨਾਲ ਮਿਲ ਕੇ ਕੰਮ ਕੀਤਾ ਜਾ ਰਿਹਾ ਹੈ। xyxy=(815,1052,1006,1076)
article-bjp-scam xyxy=(18,666,495,966)
paragraph: ਅਗਵਾਈ ਵਾਲੀ ਪਿਛਲੀ ਸਰਕਾਰ ਦੌਰਾਨ ਮੁੱਖ ਮੰਤਰੀ ਮਨੋਹਰ ਲਾਲ ਖੱਟਰ ਅਤੇ ਕਿਰਤ ਮੰਤਰੀ ਰਹੇ ਅਨੂਪ ਧਾਨਕ ਦੇ ਕਾਰਜਕਾਲ ਦੌਰਾਨ 2.5 ਲੱਖ ਤੋਂ ਵੱਧ ਫਰਜ਼ੀ ਵਰਕ ਸਲਿੱਪਾਂ ਜਾਰੀ ਕੀਤੀਆਂ ਗਈਆਂ। xyxy=(154,735,272,810)
jump-head[interactable]: ਟਰੱਕ, ਭਰੋਸੇਯੋਗਤਾ... xyxy=(616,1302,689,1314)
paragraph: ਇਸ ਮੌਕੇ ਗੌਰਵ ਖੁਰਾਨਾ ਨੇ ਸਾਰੇ ਮੈਂਬਰਾਂ ਨੂੰ ਨਵੇਂ ਸਾਲ ਦੀਆਂ ਸ਼ੁਭਕਾਮਨਾਵਾਂ ਦਿੰਦਿਆਂ ਕਿਹਾ ਕਿ ਨਵਾਂ ਸਾਲ ਸਾਰਿਆਂ ਲਈ ਖੁਸ਼ੀਆਂ ਭਰਿਆ ਹੋਵੇ। xyxy=(18,360,148,410)
side-box-text: • ਪਰੰਪਰਾਗਤ ਵਿਅੰਜਨਾਂ, ਮਨੋਰੰਜਕ ਖੇਡਾਂ ਅਤੇ ਸੱਭਿਆਚਾਰਕ ਗਤੀਵਿਧੀਆਂ ਨਾਲ ਸਜਿਆ ਯਾਦਗਾਰ ਸਮਾਰੋਹ xyxy=(153,567,246,630)
byline-line2: 30 ਦਸੰਬਰ (ਵਾਲੀਆ) xyxy=(45,169,121,181)
jump-item xyxy=(18,1010,208,1295)
section-divider xyxy=(18,420,495,421)
article-dc-evm xyxy=(516,702,1006,938)
paragraph: ਉਨ੍ਹਾਂ ਨੇ ਦੱਸਿਆ ਕਿ ਖੇਤੀਬਾੜੀ ਖੇਤਰ ਲਈ ਬਜਟ ਵਿੱਚ ਵਾਧਾ ਕੀਤਾ ਗਿਆ ਹੈ ਅਤੇ ਨਵੀਆਂ ਤਕਨੀਕਾਂ ਨੂੰ ਉਤਸ਼ਾਹਿਤ ਕੀਤਾ ਜਾ ਰਿਹਾ ਹੈ। xyxy=(217,1189,408,1226)
column-divider xyxy=(505,82,506,966)
article-photo xyxy=(156,155,495,251)
paragraph: ਲਾਲ, ਚੇਅਰਮੈਨ ਕਿਰਨ ਕੁਮਾਰ ਆਨੰਦ ਨੇ ਵੀ ਐਸੋਸੀਏਸ਼ਨ ਦੇ ਸਾਰੇ ਮੈਂਬਰਾਂ ਨੂੰ ਪਲੇਟਫਾਰਮ ਰਾਹੀਂ ਨਵੇਂ ਸਾਲ 2026 ਦੀਆਂ ਸ਼ੁਭਕਾਮਨਾਵਾਂ ਦਿੱਤੀਆਂ ਅਤੇ ਐਸੋਸੀਏਸ਼ਨ ਵੱਲੋਂ ਕਰਵਾਏ ਗਏ ਇਸ ਪ੍ਰੋਗਰਾਮ ਦੀ ਭਰਪੂਰ ਸਲਾਘਾ ਕੀਤੀ। xyxy=(271,256,495,347)
byline-line2: ਹਾਂਸੀ (ਨਿਰਮਲ ਰਾਵਤਗੀ) xyxy=(38,748,126,760)
paragraph: ਇਸ ਮੌਕੇ ਉਨ੍ਹਾਂ ਨੇ ਕਿਸਾਨਾਂ ਦੀਆਂ ਸਮੱਸਿਆਵਾਂ ਨੂੰ ਵੀ ਤਰਜੀਹ ਦੇਣ ਦੀ ਗੱਲ ਕਹੀ ਅਤੇ ਕਿਹਾ ਕਿ ਫ਼ਸਲਾਂ ਦੀ ਖਰੀਦ ਸਮੇਂ ਸਿਰ ਯਕੀਨੀ ਬਣਾਈ ਜਾਵੇਗੀ। xyxy=(18,1215,209,1251)
paragraph: ਮਾਹਰਾਂ ਦਾ ਕਹਿਣਾ ਹੈ ਕਿ ਸਰਕਾਰੀ ਨੀਤੀਆਂ ਅਤੇ ਨਿਵੇਸ਼ ਵਿੱਚ ਵਾਧੇ ਨਾਲ ਆਉਣ ਵਾਲੇ ਸਮੇਂ ਵਿੱਚ ਹੋਰ ਸੁਧਾਰ ਹੋਵੇਗਾ। xyxy=(815,1329,1006,1353)
article-zila-prashasan xyxy=(516,349,1006,690)
paragraph: ਮੰਗ ਪੱਤਰ ਵਿੱਚ ਪੀੜਤ ਪਰਿਵਾਰਾਂ ਦੇ ਮੁੜ ਵਸੇਬੇ ਲਈ ਵਿਸ਼ੇਸ਼ ਪੈਕੇਜ ਦੀ ਮੰਗ ਵੀ ਕੀਤੀ ਗਈ ਹੈ। xyxy=(416,1258,608,1282)
paragraph: ਅੰਤ ਵਿੱਚ ਸ਼ਾਖਾ ਪ੍ਰਧਾਨ ਨੇ ਸਾਰੇ ਮੈਂਬਰਾਂ ਦਾ ਧੰਨਵਾਦ ਕੀਤਾ ਅਤੇ ਭਵਿੱਖ ਵਿੱਚ ਵੀ ਅਜਿਹੇ ਕਾਰਜਕ੍ਰਮ ਕਰਵਾਉਂਦੇ ਰਹਿਣ ਦਾ ਭਰੋਸਾ ਦਿਵਾਇਆ। xyxy=(382,563,495,626)
paragraph: ਸਰਕਾਰ ਵੱਲੋਂ ਮੁਆਵਜ਼ੇ ਦਾ ਐਲਾਨ ਵੀ ਕੀਤਾ ਗਿਆ ਹੈ ਜੋ ਜਲਦ ਹੀ ਪੀੜਤਾਂ ਦੇ ਖਾਤਿਆਂ ਵਿੱਚ ਪਾਇਆ ਜਾਵੇਗਾ। xyxy=(616,1274,807,1298)
footer-imprint-en: Editor-Davinder Kumar printed at Impression Printing & Packaging Ltd.Plot 22 & 49GF, Industrial Area, Phase-2 Panchkula(Haryana)-134115 xyxy=(182,1548,842,1561)
headline[interactable]: ਜ਼ਿਲ੍ਹਾ ਪ੍ਰਸ਼ਾਸਨ ਨਸ਼ਾ ਰੋਕਥਾਮ ਅਤੇ ਸੜਕ ਸੁਰੱਖਿਆ ਲਈ ਵਚਨਬੱਧ: ਡਿਪਟੀ ਕਮਿਸ਼ਨਰ ਜਤਿਨ ਲਾਲ xyxy=(515,349,990,404)
photo-caption: ਕਰਨਾਲ ਪ੍ਰਾਪਰਟੀ ਡੀਲਰਜ਼ ਐਸੋਸੀਏਸ਼ਨ ਦੇ ਮੈਂਬਰ ਨਵੇਂ ਸਾਲ ਦੇ ਜਸ਼ਨ ਮੌਕੇ। xyxy=(156,256,263,291)
byline-line2: ਕਰਨਾਲ, 30 ਦਸੰਬਰ (ਵਾਲੀਆ) xyxy=(20,510,128,522)
portrait-caption: ਰਾਜੇਂਦਰ ਸੋਰਖੀ xyxy=(364,833,410,844)
paragraph: ਵਿੱਤੀ ਸਾਲ ਦੌਰਾਨ 3,43,384 ਕਰੋੜ ਰੁਪਏ ਦਾ ਕਾਰੋਬਾਰ ਹੋਇਆ, ਜਦਕਿ ਪਿਛਲੇ ਸਾਲ ਇਹ ਅੰਕੜਾ 2,97,130 ਕਰੋੜ ਰੁਪਏ ਸੀ। xyxy=(815,1287,1006,1324)
paragraph: ਦੂਜੇ ਨੂੰ ਨਵੇਂ ਸਾਲ ਦੀਆਂ ਸ਼ੁਭਕਾਮਨਾਵਾਂ ਦਿੱਤੀਆਂ। ਇਸ ਮੌਕੇ ਐਸੋਸੀਏਸ਼ਨ ਦੇ ਪ੍ਰਧਾਨ ਗੌਰਵ ਖੁਰਾਨਾ ਨੇ ਦੱਸਿਆ ਕਿ ਹਰ ਸਾਲ ਐਸੋਸੀਏਸ਼ਨ ਵੱਲੋਂ ਅਜਿਹਾ ਜਸ਼ਨ ਮਨਾਇਆ ਜਾਂਦਾ ਹੈ। xyxy=(18,293,148,355)
byline-line1: ਪੈਗ਼ਾਮ-ਏ-ਜਗਤ/ਕਰਨਾਲ xyxy=(41,155,125,166)
headline[interactable]: ਕਰਨਾਲ ਪ੍ਰਾਪਰਟੀ ਡੀਲਰਜ਼ ਐਸੋਸੀਏਸ਼ਨ ਦੇ ਮੈਂਬਰਾਂ ਨੇ ਨਵੇਂ ਸਾਲ ਦਾ ਜਸ਼ਨ ਮਨਾਇਆ xyxy=(18,83,491,142)
jump-head[interactable]: ਹਾਈਕੋਰਟ ਦੇ ਸਾਬਕਾ... xyxy=(616,1051,697,1063)
masthead-left xyxy=(18,11,146,44)
paragraph: ਵਾਂਗ, ਮੈਂਬਰਾਂ ਲਈ ਨਵੇਂ ਸਾਲ ਦੀ ਸ਼ਾਮ ਦਾ ਪ੍ਰੋਗਰਾਮ ਆਯੋਜਿਤ ਕੀਤਾ ਗਿਆ ਹੈ ਤਾਂ ਜੋ ਸਾਰੇ ਮੈਂਬਰ ਇਕੱਠੇ ਹੋ ਕੇ ਆਪਣੇ ਕੰਮ ਦੇ ਤਣਾਅ ਤੋਂ ਮੁਕਤ ਹੋ ਸਕਣ ਅਤੇ ਨਵੇਂ ਸਾਲ ਦਾ ਸਵਾਗਤ ਕਰ ਸਕਣ। xyxy=(156,256,379,342)
headline-rule xyxy=(516,139,1006,140)
paragraph: ਗਿਆ ਹੈ। ਘਟਨਾ ਦੀ ਸੂਚਨਾ ਮਿਲਦੇ ਹੀ ਪੁਲਿਸ ਮੌਕੇ 'ਤੇ ਪਹੁੰਚ ਗਈ ਅਤੇ ਮੁੱਢਲੀ ਜਾਂਚ ਸ਼ੁਰੂ ਕਰ ਦਿੱਤੀ ਗਈ ਹੈ। xyxy=(416,1315,608,1339)
masthead-brand-block xyxy=(41,14,146,40)
paragraph: ਹਾਈਕੋਰਟ ਦੇ ਸਾਬਕਾ ਜੱਜ ਨੇ ਕਿਹਾ ਕਿ ਨਿਆਂ ਪ੍ਰਣਾਲੀ ਨੂੰ ਹੋਰ ਮਜ਼ਬੂਤ ਕਰਨ ਦੀ ਲੋੜ ਹੈ ਤਾਂ ਜੋ ਆਮ ਲੋਕਾਂ ਨੂੰ ਸਮੇਂ ਸਿਰ ਨਿਆਂ ਮਿਲ ਸਕੇ। xyxy=(616,1064,807,1101)
headline[interactable]: ਭਾਰਤ ਵਿਕਾਸ ਪਰਿਸ਼ਦ ਕ੍ਰਿਸ਼ਨ ਸ਼ਾਖਾ ਵੱਲੋਂ “ਸਾਂਝਾ ਚੁੱਲ੍ਹਾ” ਕਾਰਜਕ੍ਰਮ ਦਾ ਭਵਯ ਤੇ ਉਤਸ਼ਾਹਪੂਰਕ ਆਯੋਜਨ xyxy=(18,428,491,483)
article-bharat-vikas xyxy=(18,427,495,653)
section-divider xyxy=(516,695,1006,696)
jump-section-banner xyxy=(18,974,1006,1002)
jump-head[interactable]: ਪੁਲਿਸ ਮਾਮਲੇ ਦੀ... xyxy=(416,1286,484,1298)
paragraph: ਸਿਹਤ ਵਿਭਾਗ ਵੱਲੋਂ ਮੈਡੀਕਲ ਕੈਂਪ ਵੀ ਲਗਾਏ ਜਾ ਰਹੇ ਹਨ ਜਿੱਥੇ ਮੁਫ਼ਤ ਦਵਾਈਆਂ ਦਿੱਤੀਆਂ ਜਾ ਰਹੀਆਂ ਹਨ। xyxy=(616,1245,807,1269)
paragraph: ਮੁੱਖ ਮੰਤਰੀ ਨੇ ਦੱਸਿਆ ਕਿ ਸੂਬੇ ਵਿੱਚ ਨਵੇਂ ਉਦਯੋਗਾਂ ਨੂੰ ਆਕਰਸ਼ਿਤ ਕਰਨ ਲਈ ਵਿਸ਼ੇਸ਼ ਨੀਤੀ ਤਿਆਰ ਕੀਤੀ ਗਈ ਹੈ, ਜਿਸ ਨਾਲ ਨੌਜਵਾਨਾਂ ਨੂੰ ਰੁਜ਼ਗਾਰ ਦੇ ਵੱਧ ਮੌਕੇ ਮਿਲਣਗੇ। xyxy=(18,1173,209,1210)
jump-head[interactable]: ਸਾਂਸਦ ਖਟੜ ਕਰਕੇ... xyxy=(18,1009,91,1021)
paragraph: ਉਨ੍ਹਾਂ ਨੇ ਕਿਹਾ ਕਿ ਸਿਹਤ ਅਤੇ ਸਿੱਖਿਆ ਦੇ ਖੇਤਰ ਵਿੱਚ ਵਿਸ਼ੇਸ਼ ਧਿਆਨ ਦਿੱਤਾ ਜਾ ਰਿਹਾ ਹੈ। ਨਵੇਂ ਹਸਪਤਾਲ ਅਤੇ ਸਕੂਲ ਖੋਲ੍ਹੇ ਜਾ ਰਹੇ ਹਨ। xyxy=(18,1007,277,1375)
byline-line1: ਪੈਗ਼ਾਮ-ਏ-ਜਗਤ/ਊਨਾ xyxy=(538,784,611,796)
paragraph: ਟਰੱਕ, ਭਰੋਸੇਯੋਗਤਾ, ਸਥਿਰਤਾ ਅਤੇ ਲੰਬੇ ਸਮੇਂ ਦੇ ਵਿਸ਼ਵਾਸ 'ਤੇ ਬਣੀ ਹੈ। xyxy=(616,1315,807,1339)
masthead xyxy=(18,11,1006,66)
jump-head[interactable]: ਅਰਥਵਿਵਸਥਾ ਬਾਰੇ... xyxy=(815,1191,892,1203)
byline-line1: ਪੈਗ਼ਾਮ-ਏ-ਜਗਤ xyxy=(47,495,102,507)
contact-email: Info@paigamejagat.com xyxy=(40,29,146,40)
highlight-bullet xyxy=(18,240,148,288)
masthead-rule-thick xyxy=(18,69,1006,73)
portrait-photo xyxy=(280,734,495,830)
paragraph: ਕਰਨਾਲ ਪ੍ਰਾਪਰਟੀ ਡੀਲਰਜ਼ ਐਸੋਸੀਏਸ਼ਨ ਨੇ ਅਲਫ਼ਾ ਸਿਟੀ ਕਲੱਬ ਬਾਇਰਸ ਵਿਖੇ ਨਵੇਂ ਸਾਲ ਦੀ ਸ਼ਾਮ ਦਾ ਪ੍ਰੋਗਰਾਮ ਆਯੋਜਿਤ ਕੀਤਾ, ਜਿੱਥੇ ਸਾਰੇ ਮੈਂਬਰਾਂ ਨੇ ਇੱਕ xyxy=(18,185,148,235)
headline-rule xyxy=(516,411,1006,412)
jump-columns xyxy=(18,1007,1006,1562)
paragraph: ਇਸ ਮੌਕੇ ਵੱਖ-ਵੱਖ ਰਾਜਨੀਤਿਕ ਪਾਰਟੀਆਂ ਦੀ ਮੌਜੂਦਗੀ ਲਾਜ਼ਮੀ ਨਾਲ ਕੀਤੀ ਗਈ। xyxy=(819,827,1006,851)
paragraph: ਦੁੱਖ ਦਾ ਪ੍ਰਗਟਾਵਾ ਕਰਦਿਆਂ ਮ੍ਰਿਤਕਾਂ ਦੇ ਪਰਿਵਾਰਾਂ ਨਾਲ ਹਮਦਰਦੀ ਜਤਾਈ ਹੈ। ਉਨ੍ਹਾਂ ਨੇ ਸੂਬਾ ਸਰਕਾਰ ਤੋਂ ਮੰਗ ਕੀਤੀ ਕਿ ਪੀੜਤ ਪਰਿਵਾਰਾਂ ਨੂੰ ਤੁਰੰਤ ਮੁਆਵਜ਼ਾ ਦਿੱਤਾ ਜਾਵੇ। xyxy=(815,1093,1006,1129)
paragraph: ਉਨ੍ਹਾਂ ਨੇ ਕਿਹਾ ਕਿ ਭਾਰਤ ਚੋਣ ਕਮਿਸ਼ਨ ਦੇ ਦਿਸ਼ਾ-ਨਿਰਦੇਸ਼ਾਂ ਅਨੁਸਾਰ ਹਰ ਤਿਮਾਹੀ ਵਿੱਚ ਨਿਰੀਖਣ ਕਰਨਾ ਜ਼ਰੂਰੀ ਹੈ ਅਤੇ ਇਸ ਦੀ ਪੂਰੀ ਰਿਪੋਰਟ ਕਮਿਸ਼ਨ ਨੂੰ ਭੇਜੀ ਜਾਂਦੀ ਹੈ। xyxy=(819,785,1006,822)
paragraph: ਉਨ੍ਹਾਂ ਨੇ ਭਾਰਤ ਸਰਕਾਰ ਤੋਂ ਮੰਗ ਕੀਤੀ ਕਿ ਇਸ ਮਾਮਲੇ ਨੂੰ ਸੰਯੁਕਤ ਰਾਸ਼ਟਰ ਵਿੱਚ ਵੀ ਉਠਾਇਆ ਜਾਵੇ। xyxy=(416,1230,608,1253)
paragraph: ਇਸ ਮੌਕੇ ਸੰਗਠਨ ਦੇ ਅਹੁਦੇਦਾਰਾਂ ਨੇ ਕਿਹਾ ਕਿ ਜੇਕਰ ਜਲਦੀ ਕਾਰਵਾਈ ਨਾ ਕੀਤੀ ਗਈ ਤਾਂ ਉਹ ਦੇਸ਼ ਵਿਆਪੀ ਅੰਦੋਲਨ ਸ਼ੁਰੂ ਕਰਨ ਲਈ ਮਜਬੂਰ ਹੋਣਗੇ। xyxy=(885,213,1006,276)
